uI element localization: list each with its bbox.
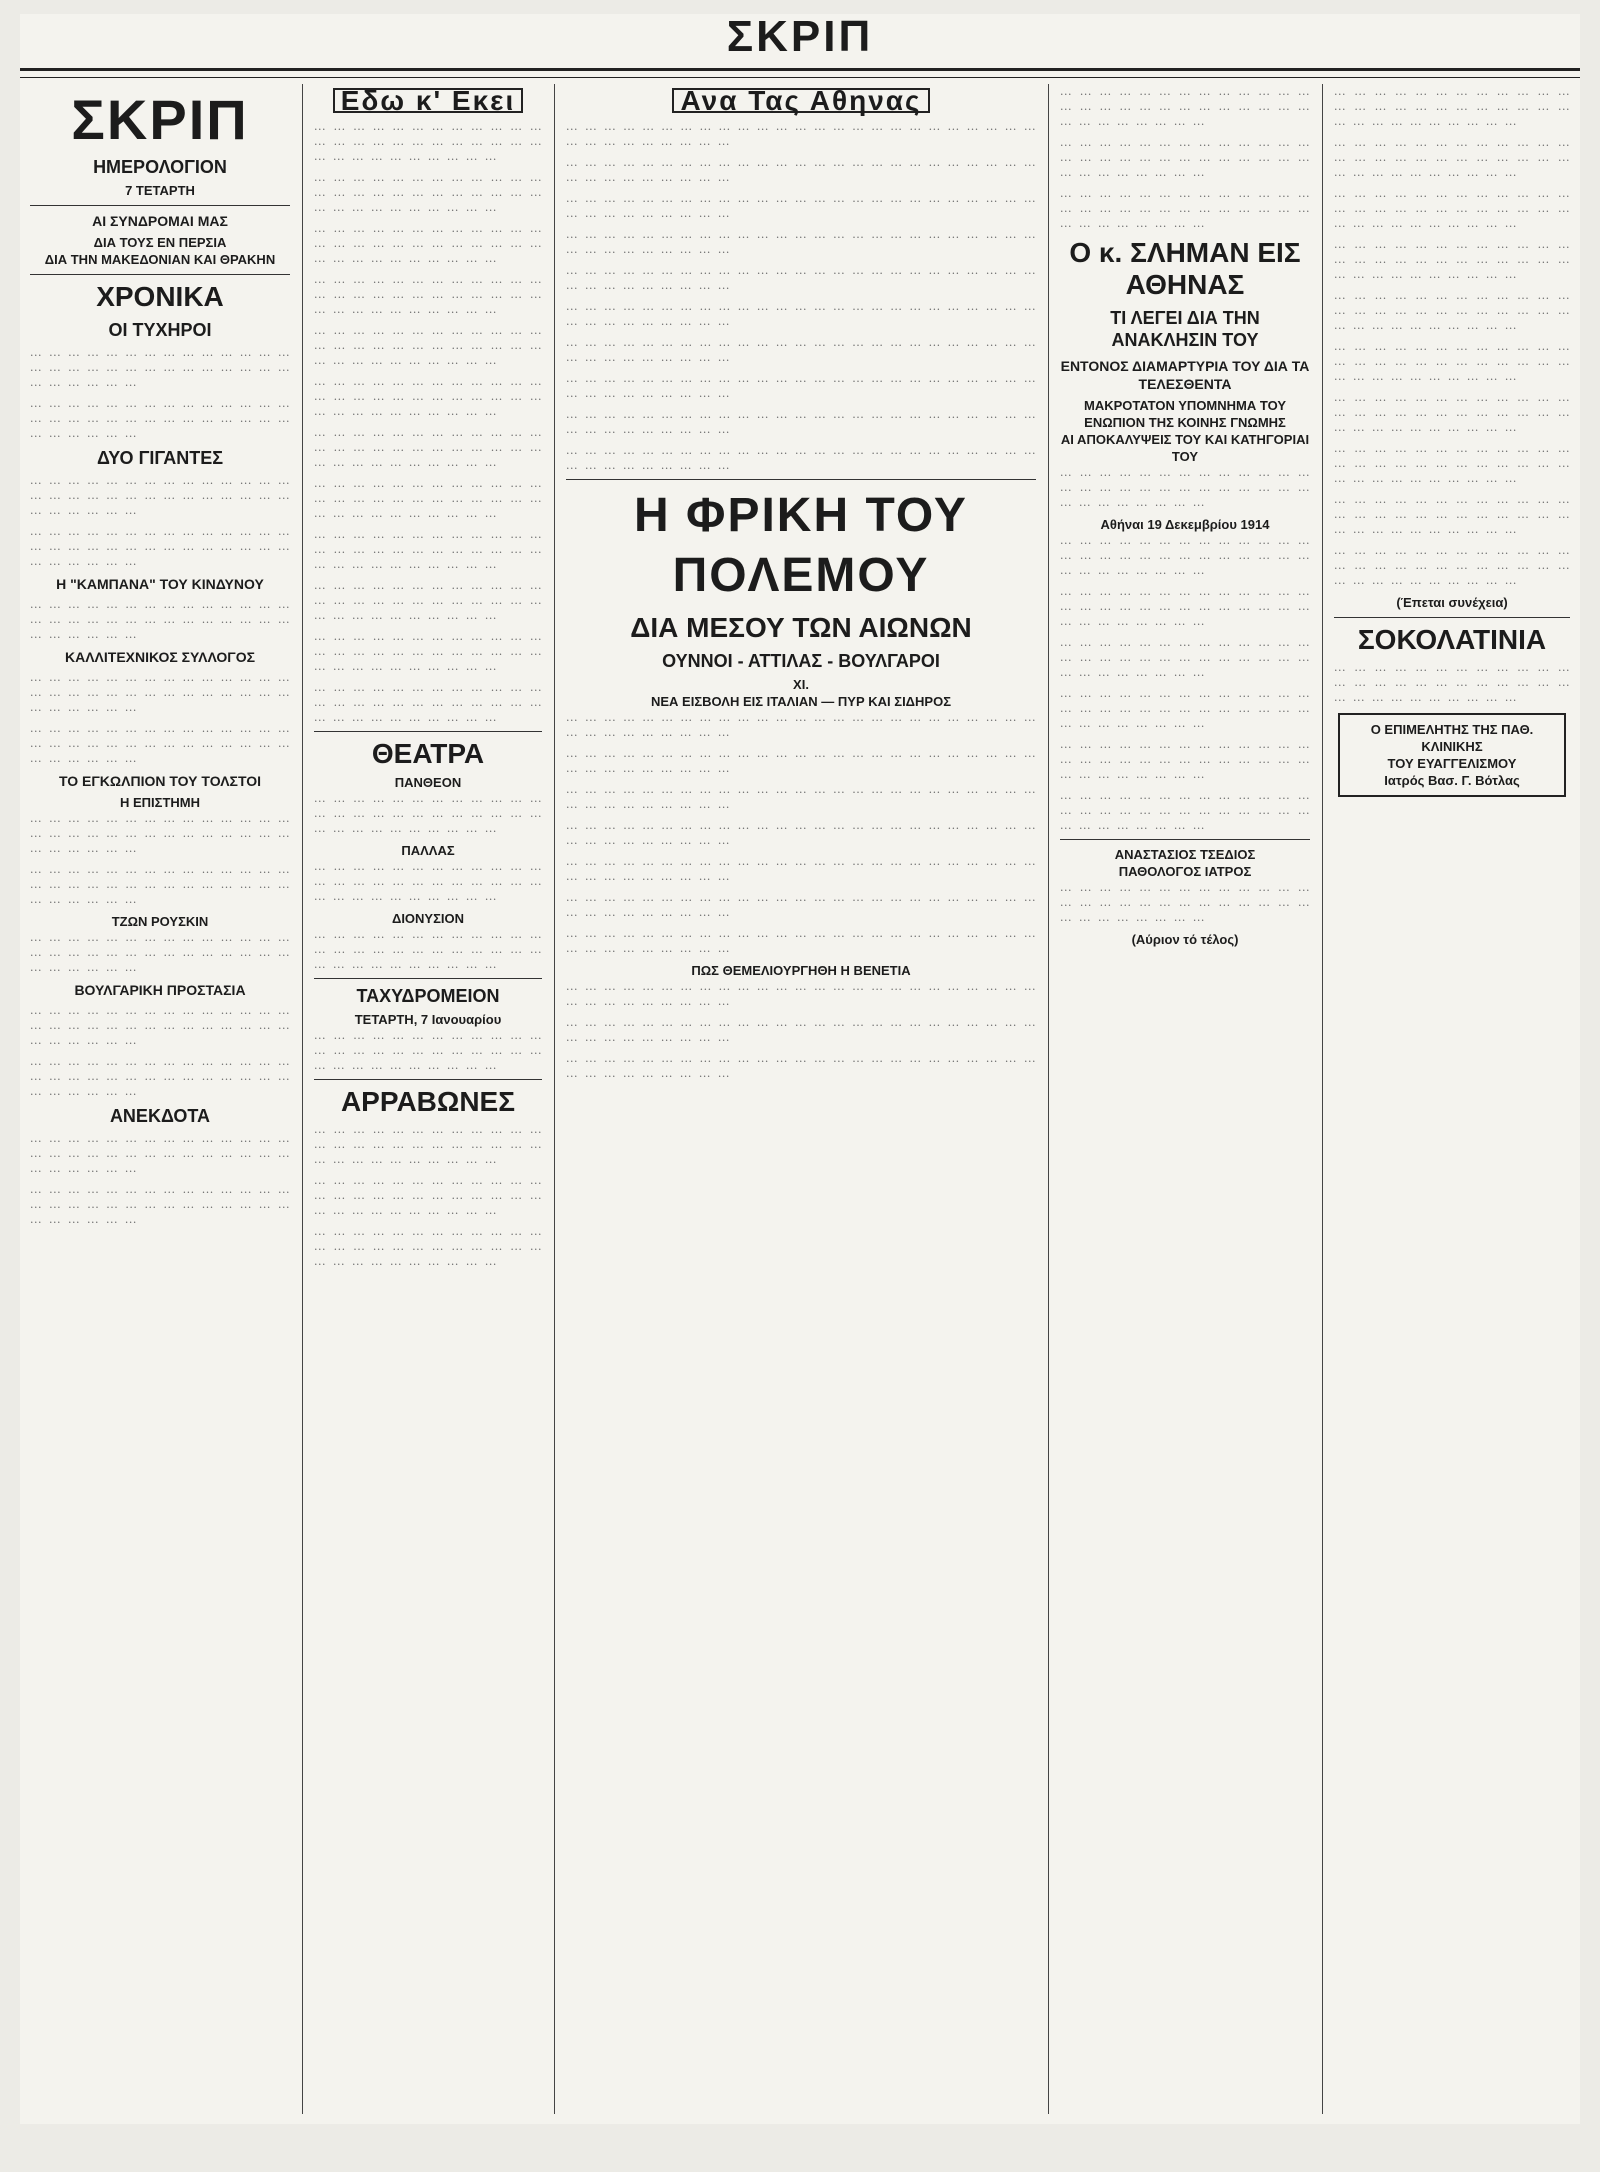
divider — [30, 205, 290, 206]
article-text: ... ... ... ... ... ... ... ... ... ... ... ... ... ... ... ... ... ... ... ... ... ... ... ... ... ... ... ... ... ... ... ... ... ... — [1334, 544, 1570, 587]
anecdote-heading: ΑΝΕΚΔΟΤΑ — [109, 1106, 211, 1126]
article-text: ... ... ... ... ... ... ... ... ... ... ... ... ... ... ... ... ... ... ... ... ... ... ... ... ... ... ... ... ... ... ... ... ... ... — [1334, 661, 1570, 704]
column-rule — [554, 84, 555, 2114]
subscription-persia: ΔΙΑ ΤΟΥΣ ΕΝ ΠΕΡΣΙΑ — [93, 235, 227, 250]
column-2 — [314, 84, 542, 2114]
article-text: ... ... ... ... ... ... ... ... ... ... ... ... ... ... ... ... ... ... ... ... ... ... ... ... ... ... ... ... ... ... ... ... ... ... — [566, 336, 1036, 364]
article-text: ... ... ... ... ... ... ... ... ... ... ... ... ... ... ... ... ... ... ... ... ... ... ... ... ... ... ... ... ... ... ... ... ... ... — [566, 228, 1036, 256]
column-rule — [302, 84, 303, 2114]
article-text: ... ... ... ... ... ... ... ... ... ... ... ... ... ... ... ... ... ... ... ... ... ... ... ... ... ... ... ... ... ... ... ... ... ... — [1060, 636, 1310, 679]
masthead-rule — [20, 68, 1580, 78]
article-text: ... ... ... ... ... ... ... ... ... ... ... ... ... ... ... ... ... ... ... ... ... ... ... ... ... ... ... ... ... ... ... ... ... ... — [566, 747, 1036, 775]
athens-heading: Ανα Τας Αθηνας — [672, 88, 929, 113]
article-text: ... ... ... ... ... ... ... ... ... ... ... ... ... ... ... ... ... ... ... ... ... ... ... ... ... ... ... ... ... ... ... ... ... ... — [1060, 534, 1310, 577]
article-text: ... ... ... ... ... ... ... ... ... ... ... ... ... ... ... ... ... ... ... ... ... ... ... ... ... ... ... ... ... ... ... ... ... ... — [1334, 85, 1570, 128]
article-text: ... ... ... ... ... ... ... ... ... ... ... ... ... ... ... ... ... ... ... ... ... ... ... ... ... ... ... ... ... ... ... ... ... ... — [314, 426, 542, 469]
article-text: ... ... ... ... ... ... ... ... ... ... ... ... ... ... ... ... ... ... ... ... ... ... ... ... ... ... ... ... ... ... ... ... ... ... — [314, 477, 542, 520]
article-text: ... ... ... ... ... ... ... ... ... ... ... ... ... ... ... ... ... ... ... ... ... ... ... ... ... ... ... ... ... ... ... ... ... ... — [314, 273, 542, 316]
article-text: ... ... ... ... ... ... ... ... ... ... ... ... ... ... ... ... ... ... ... ... ... ... ... ... ... ... ... ... ... ... ... ... ... ... — [314, 1123, 542, 1166]
article-text: ... ... ... ... ... ... ... ... ... ... ... ... ... ... ... ... ... ... ... ... ... ... ... ... ... ... ... ... ... ... ... ... ... ... — [566, 264, 1036, 292]
article-text: ... ... ... ... ... ... ... ... ... ... ... ... ... ... ... ... ... ... ... ... ... ... ... ... ... ... ... ... ... ... ... ... ... ... — [314, 1029, 542, 1072]
article-text: ... ... ... ... ... ... ... ... ... ... ... ... ... ... ... ... ... ... ... ... ... ... ... ... ... ... ... ... ... ... ... ... ... ... — [314, 860, 542, 903]
article-text: ... ... ... ... ... ... ... ... ... ... ... ... ... ... ... ... ... ... ... ... ... ... ... ... ... ... ... ... ... ... ... ... ... ... — [566, 980, 1036, 1008]
here-there-heading: Εδω κ' Εκει — [333, 88, 524, 113]
article-text: ... ... ... ... ... ... ... ... ... ... ... ... ... ... ... ... ... ... ... ... ... ... ... ... ... ... ... ... ... ... ... ... ... ... — [314, 630, 542, 673]
war-horror-title: Η ΦΡΙΚΗ ΤΟΥ ΠΟΛΕΜΟΥ — [634, 489, 968, 602]
article-text: ... ... ... ... ... ... ... ... ... ... ... ... ... ... ... ... ... ... ... ... ... ... ... ... ... ... ... ... ... ... ... ... ... ... — [30, 1183, 290, 1226]
article-text: ... ... ... ... ... ... ... ... ... ... ... ... ... ... ... ... ... ... ... ... ... ... ... ... ... ... ... ... ... ... ... ... ... ... — [30, 346, 290, 389]
article-text: ... ... ... ... ... ... ... ... ... ... ... ... ... ... ... ... ... ... ... ... ... ... ... ... ... ... ... ... ... ... ... ... ... ... — [314, 120, 542, 163]
divider — [314, 1079, 542, 1080]
article-text: ... ... ... ... ... ... ... ... ... ... ... ... ... ... ... ... ... ... ... ... ... ... ... ... ... ... ... ... ... ... ... ... ... ... — [314, 324, 542, 367]
article-text: ... ... ... ... ... ... ... ... ... ... ... ... ... ... ... ... ... ... ... ... ... ... ... ... ... ... ... ... ... ... ... ... ... ... — [1334, 289, 1570, 332]
article-text: ... ... ... ... ... ... ... ... ... ... ... ... ... ... ... ... ... ... ... ... ... ... ... ... ... ... ... ... ... ... ... ... ... ... — [566, 783, 1036, 811]
theatre-dionysos: ΔΙΟΝΥΣΙΟΝ — [391, 911, 465, 926]
bulgar-heading: ΒΟΥΛΓΑΡΙΚΗ ΠΡΟΣΤΑΣΙΑ — [74, 982, 246, 998]
column-rule — [1048, 84, 1049, 2114]
science-subheading: Η ΕΠΙΣΤΗΜΗ — [119, 795, 201, 810]
masthead-title: ΣΚΡΙΠ — [726, 14, 874, 61]
divider — [314, 731, 542, 732]
doctor-name: ΑΝΑΣΤΑΣΙΟΣ ΤΣΕΔΙΟΣ — [1114, 847, 1256, 862]
divider — [30, 274, 290, 275]
article-text: ... ... ... ... ... ... ... ... ... ... ... ... ... ... ... ... ... ... ... ... ... ... ... ... ... ... ... ... ... ... ... ... ... ... — [566, 120, 1036, 148]
clinic-ad — [1338, 713, 1566, 797]
war-subtitle-2: ΟΥΝΝΟΙ - ΑΤΤΙΛΑΣ - ΒΟΥΛΓΑΡΟΙ — [662, 651, 940, 671]
article-text: ... ... ... ... ... ... ... ... ... ... ... ... ... ... ... ... ... ... ... ... ... ... ... ... ... ... ... ... ... ... ... ... ... ... — [30, 598, 290, 641]
subscriptions-heading: ΑΙ ΣΥΝΔΡΟΜΑΙ ΜΑΣ — [92, 213, 228, 229]
article-text: ... ... ... ... ... ... ... ... ... ... ... ... ... ... ... ... ... ... ... ... ... ... ... ... ... ... ... ... ... ... ... ... ... ... — [1060, 187, 1310, 230]
continued-note: (Έπεται συνέχεια) — [1396, 595, 1508, 610]
article-text: ... ... ... ... ... ... ... ... ... ... ... ... ... ... ... ... ... ... ... ... ... ... ... ... ... ... ... ... ... ... ... ... ... ... — [314, 1225, 542, 1268]
article-text: ... ... ... ... ... ... ... ... ... ... ... ... ... ... ... ... ... ... ... ... ... ... ... ... ... ... ... ... ... ... ... ... ... ... — [1334, 238, 1570, 281]
doctor-title: ΠΑΘΟΛΟΓΟΣ ΙΑΤΡΟΣ — [1118, 864, 1252, 879]
article-text: ... ... ... ... ... ... ... ... ... ... ... ... ... ... ... ... ... ... ... ... ... ... ... ... ... ... ... ... ... ... ... ... ... ... — [566, 711, 1036, 739]
continued-note: (Αύριον τό τέλος) — [1131, 932, 1239, 947]
ad-line-1: Ο ΕΠΙΜΕΛΗΤΗΣ ΤΗΣ ΠΑΘ. ΚΛΙΝΙΚΗΣ — [1370, 722, 1534, 754]
column-1 — [30, 84, 290, 2114]
article-text: ... ... ... ... ... ... ... ... ... ... ... ... ... ... ... ... ... ... ... ... ... ... ... ... ... ... ... ... ... ... ... ... ... ... — [30, 722, 290, 765]
article-text: ... ... ... ... ... ... ... ... ... ... ... ... ... ... ... ... ... ... ... ... ... ... ... ... ... ... ... ... ... ... ... ... ... ... — [30, 931, 290, 974]
article-text: ... ... ... ... ... ... ... ... ... ... ... ... ... ... ... ... ... ... ... ... ... ... ... ... ... ... ... ... ... ... ... ... ... ... — [1334, 187, 1570, 230]
tolstoy-heading: ΤΟ ΕΓΚΩΛΠΙΟΝ ΤΟΥ ΤΟΛΣΤΟΙ — [58, 773, 262, 789]
article-text: ... ... ... ... ... ... ... ... ... ... ... ... ... ... ... ... ... ... ... ... ... ... ... ... ... ... ... ... ... ... ... ... ... ... — [566, 855, 1036, 883]
article-text: ... ... ... ... ... ... ... ... ... ... ... ... ... ... ... ... ... ... ... ... ... ... ... ... ... ... ... ... ... ... ... ... ... ... — [566, 156, 1036, 184]
column-rule — [1322, 84, 1323, 2114]
article-text: ... ... ... ... ... ... ... ... ... ... ... ... ... ... ... ... ... ... ... ... ... ... ... ... ... ... ... ... ... ... ... ... ... ... — [1334, 442, 1570, 485]
article-text: ... ... ... ... ... ... ... ... ... ... ... ... ... ... ... ... ... ... ... ... ... ... ... ... ... ... ... ... ... ... ... ... ... ... — [566, 444, 1036, 472]
article-text: ... ... ... ... ... ... ... ... ... ... ... ... ... ... ... ... ... ... ... ... ... ... ... ... ... ... ... ... ... ... ... ... ... ... — [566, 819, 1036, 847]
bell-heading: Η "ΚΑΜΠΑΝΑ" ΤΟΥ ΚΙΝΔΥΝΟΥ — [56, 576, 264, 592]
article-text: ... ... ... ... ... ... ... ... ... ... ... ... ... ... ... ... ... ... ... ... ... ... ... ... ... ... ... ... ... ... ... ... ... ... — [314, 375, 542, 418]
article-text: ... ... ... ... ... ... ... ... ... ... ... ... ... ... ... ... ... ... ... ... ... ... ... ... ... ... ... ... ... ... ... ... ... ... — [314, 579, 542, 622]
article-text: ... ... ... ... ... ... ... ... ... ... ... ... ... ... ... ... ... ... ... ... ... ... ... ... ... ... ... ... ... ... ... ... ... ... — [314, 171, 542, 214]
theatre-pantheon: ΠΑΝΘΕΟΝ — [394, 775, 462, 790]
recall-title: ΤΙ ΛΕΓΕΙ ΔΙΑ ΤΗΝ ΑΝΑΚΛΗΣΙΝ ΤΟΥ — [1110, 308, 1260, 350]
article-text: ... ... ... ... ... ... ... ... ... ... ... ... ... ... ... ... ... ... ... ... ... ... ... ... ... ... ... ... ... ... ... ... ... ... — [314, 792, 542, 835]
article-text: ... ... ... ... ... ... ... ... ... ... ... ... ... ... ... ... ... ... ... ... ... ... ... ... ... ... ... ... ... ... ... ... ... ... — [1334, 391, 1570, 434]
article-text: ... ... ... ... ... ... ... ... ... ... ... ... ... ... ... ... ... ... ... ... ... ... ... ... ... ... ... ... ... ... ... ... ... ... — [1060, 789, 1310, 832]
article-text: ... ... ... ... ... ... ... ... ... ... ... ... ... ... ... ... ... ... ... ... ... ... ... ... ... ... ... ... ... ... ... ... ... ... — [30, 1055, 290, 1098]
post-office-day: ΤΕΤΑΡΤΗ, 7 Ιανουαρίου — [354, 1012, 502, 1027]
divider — [566, 479, 1036, 480]
article-text: ... ... ... ... ... ... ... ... ... ... ... ... ... ... ... ... ... ... ... ... ... ... ... ... ... ... ... ... ... ... ... ... ... ... — [30, 397, 290, 440]
article-text: ... ... ... ... ... ... ... ... ... ... ... ... ... ... ... ... ... ... ... ... ... ... ... ... ... ... ... ... ... ... ... ... ... ... — [1060, 85, 1310, 128]
article-text: ... ... ... ... ... ... ... ... ... ... ... ... ... ... ... ... ... ... ... ... ... ... ... ... ... ... ... ... ... ... ... ... ... ... — [30, 812, 290, 855]
art-society-heading: ΚΑΛΛΙΤΕΧΝΙΚΟΣ ΣΥΛΛΟΓΟΣ — [64, 649, 256, 665]
ad-line-2: ΤΟΥ ΕΥΑΓΓΕΛΙΣΜΟΥ — [1387, 756, 1517, 771]
article-text: ... ... ... ... ... ... ... ... ... ... ... ... ... ... ... ... ... ... ... ... ... ... ... ... ... ... ... ... ... ... ... ... ... ... — [30, 671, 290, 714]
article-text: ... ... ... ... ... ... ... ... ... ... ... ... ... ... ... ... ... ... ... ... ... ... ... ... ... ... ... ... ... ... ... ... ... ... — [314, 928, 542, 971]
article-text: ... ... ... ... ... ... ... ... ... ... ... ... ... ... ... ... ... ... ... ... ... ... ... ... ... ... ... ... ... ... ... ... ... ... — [314, 528, 542, 571]
article-text: ... ... ... ... ... ... ... ... ... ... ... ... ... ... ... ... ... ... ... ... ... ... ... ... ... ... ... ... ... ... ... ... ... ... — [566, 408, 1036, 436]
article-text: ... ... ... ... ... ... ... ... ... ... ... ... ... ... ... ... ... ... ... ... ... ... ... ... ... ... ... ... ... ... ... ... ... ... — [566, 192, 1036, 220]
article-text: ... ... ... ... ... ... ... ... ... ... ... ... ... ... ... ... ... ... ... ... ... ... ... ... ... ... ... ... ... ... ... ... ... ... — [566, 891, 1036, 919]
article-text: ... ... ... ... ... ... ... ... ... ... ... ... ... ... ... ... ... ... ... ... ... ... ... ... ... ... ... ... ... ... ... ... ... ... — [566, 1052, 1036, 1080]
post-office-heading: ΤΑΧΥΔΡΟΜΕΙΟΝ — [356, 986, 500, 1006]
article-text: ... ... ... ... ... ... ... ... ... ... ... ... ... ... ... ... ... ... ... ... ... ... ... ... ... ... ... ... ... ... ... ... ... ... — [30, 1132, 290, 1175]
article-text: ... ... ... ... ... ... ... ... ... ... ... ... ... ... ... ... ... ... ... ... ... ... ... ... ... ... ... ... ... ... ... ... ... ... — [1060, 585, 1310, 628]
article-text: ... ... ... ... ... ... ... ... ... ... ... ... ... ... ... ... ... ... ... ... ... ... ... ... ... ... ... ... ... ... ... ... ... ... — [566, 300, 1036, 328]
article-text: ... ... ... ... ... ... ... ... ... ... ... ... ... ... ... ... ... ... ... ... ... ... ... ... ... ... ... ... ... ... ... ... ... ... — [566, 927, 1036, 955]
chapter-heading: ΝΕΑ ΕΙΣΒΟΛΗ ΕΙΣ ΙΤΑΛΙΑΝ — ΠΥΡ ΚΑΙ ΣΙΔΗΡΟΣ — [651, 694, 951, 709]
war-subtitle: ΔΙΑ ΜΕΣΟΥ ΤΩΝ ΑΙΩΝΩΝ — [630, 612, 972, 643]
article-text: ... ... ... ... ... ... ... ... ... ... ... ... ... ... ... ... ... ... ... ... ... ... ... ... ... ... ... ... ... ... ... ... ... ... — [1334, 340, 1570, 383]
article-text: ... ... ... ... ... ... ... ... ... ... ... ... ... ... ... ... ... ... ... ... ... ... ... ... ... ... ... ... ... ... ... ... ... ... — [1060, 881, 1310, 924]
article-text: ... ... ... ... ... ... ... ... ... ... ... ... ... ... ... ... ... ... ... ... ... ... ... ... ... ... ... ... ... ... ... ... ... ... — [1060, 738, 1310, 781]
ad-line-3: Ιατρός Βασ. Γ. Βότλας — [1384, 773, 1520, 788]
article-text: ... ... ... ... ... ... ... ... ... ... ... ... ... ... ... ... ... ... ... ... ... ... ... ... ... ... ... ... ... ... ... ... ... ... — [1060, 466, 1310, 509]
divider — [1334, 617, 1570, 618]
paper-title: ΣΚΡΙΠ — [71, 88, 249, 151]
article-text: ... ... ... ... ... ... ... ... ... ... ... ... ... ... ... ... ... ... ... ... ... ... ... ... ... ... ... ... ... ... ... ... ... ... — [314, 681, 542, 724]
divider — [1060, 839, 1310, 840]
article-text: ... ... ... ... ... ... ... ... ... ... ... ... ... ... ... ... ... ... ... ... ... ... ... ... ... ... ... ... ... ... ... ... ... ... — [1334, 136, 1570, 179]
article-text: ... ... ... ... ... ... ... ... ... ... ... ... ... ... ... ... ... ... ... ... ... ... ... ... ... ... ... ... ... ... ... ... ... ... — [1060, 687, 1310, 730]
article-text: ... ... ... ... ... ... ... ... ... ... ... ... ... ... ... ... ... ... ... ... ... ... ... ... ... ... ... ... ... ... ... ... ... ... — [314, 222, 542, 265]
theatre-pallas: ΠΑΛΛΑΣ — [401, 843, 455, 858]
column-4 — [1060, 84, 1310, 2114]
schliemann-title: Ο κ. ΣΛΗΜΑΝ ΕΙΣ ΑΘΗΝΑΣ — [1069, 237, 1301, 300]
article-text: ... ... ... ... ... ... ... ... ... ... ... ... ... ... ... ... ... ... ... ... ... ... ... ... ... ... ... ... ... ... ... ... ... ... — [30, 474, 290, 517]
chapter-number: XI. — [793, 677, 809, 692]
article-text: ... ... ... ... ... ... ... ... ... ... ... ... ... ... ... ... ... ... ... ... ... ... ... ... ... ... ... ... ... ... ... ... ... ... — [566, 372, 1036, 400]
article-text: ... ... ... ... ... ... ... ... ... ... ... ... ... ... ... ... ... ... ... ... ... ... ... ... ... ... ... ... ... ... ... ... ... ... — [30, 863, 290, 906]
column-3 — [566, 84, 1036, 2114]
chronicle-heading: ΧΡΟΝΙΚΑ — [96, 281, 224, 312]
venice-heading: ΠΩΣ ΘΕΜΕΛΙΟΥΡΓΗΘΗ Η ΒΕΝΕΤΙΑ — [691, 963, 911, 978]
protest-title: ΕΝΤΟΝΟΣ ΔΙΑΜΑΡΤΥΡΙΑ ΤΟΥ ΔΙΑ ΤΑ ΤΕΛΕΣΘΕΝΤΑ — [1060, 358, 1310, 392]
ruskin-signature: ΤΖΩΝ ΡΟΥΣΚΙΝ — [111, 914, 209, 929]
giants-heading: ΔΥΟ ΓΙΓΑΝΤΕΣ — [96, 448, 224, 468]
column-5 — [1334, 84, 1570, 2114]
calendar-heading: ΗΜΕΡΟΛΟΓΙΟΝ — [93, 157, 227, 177]
article-text: ... ... ... ... ... ... ... ... ... ... ... ... ... ... ... ... ... ... ... ... ... ... ... ... ... ... ... ... ... ... ... ... ... ... — [566, 1016, 1036, 1044]
article-text: ... ... ... ... ... ... ... ... ... ... ... ... ... ... ... ... ... ... ... ... ... ... ... ... ... ... ... ... ... ... ... ... ... ... — [314, 1174, 542, 1217]
engagements-heading: ΑΡΡΑΒΩΝΕΣ — [340, 1086, 516, 1117]
divider — [314, 978, 542, 979]
memo-title: ΜΑΚΡΟΤΑΤΟΝ ΥΠΟΜΝΗΜΑ ΤΟΥ ΕΝΩΠΙΟΝ ΤΗΣ ΚΟΙΝΗΣ ΓΝΩΜΗΣ — [1084, 398, 1286, 430]
article-text: ... ... ... ... ... ... ... ... ... ... ... ... ... ... ... ... ... ... ... ... ... ... ... ... ... ... ... ... ... ... ... ... ... ... — [1060, 136, 1310, 179]
article-text: ... ... ... ... ... ... ... ... ... ... ... ... ... ... ... ... ... ... ... ... ... ... ... ... ... ... ... ... ... ... ... ... ... ... — [1334, 493, 1570, 536]
lucky-heading: ΟΙ ΤΥΧΗΡΟΙ — [108, 320, 212, 340]
theatre-heading: ΘΕΑΤΡΑ — [371, 738, 485, 769]
newspaper-page — [20, 14, 1580, 2124]
subscription-macedonia: ΔΙΑ ΤΗΝ ΜΑΚΕΔΟΝΙΑΝ ΚΑΙ ΘΡΑΚΗΝ — [44, 252, 276, 267]
calendar-date: 7 ΤΕΤΑΡΤΗ — [125, 183, 195, 198]
article-text: ... ... ... ... ... ... ... ... ... ... ... ... ... ... ... ... ... ... ... ... ... ... ... ... ... ... ... ... ... ... ... ... ... ... — [30, 1004, 290, 1047]
accusations-title: ΑΙ ΑΠΟΚΑΛΥΨΕΙΣ ΤΟΥ ΚΑΙ ΚΑΤΗΓΟΡΙΑΙ ΤΟΥ — [1060, 432, 1310, 464]
date-line: Αθήναι 19 Δεκεμβρίου 1914 — [1100, 517, 1270, 532]
chocolate-heading: ΣΟΚΟΛΑΤΙΝΙΑ — [1357, 624, 1547, 655]
article-text: ... ... ... ... ... ... ... ... ... ... ... ... ... ... ... ... ... ... ... ... ... ... ... ... ... ... ... ... ... ... ... ... ... ... — [30, 525, 290, 568]
